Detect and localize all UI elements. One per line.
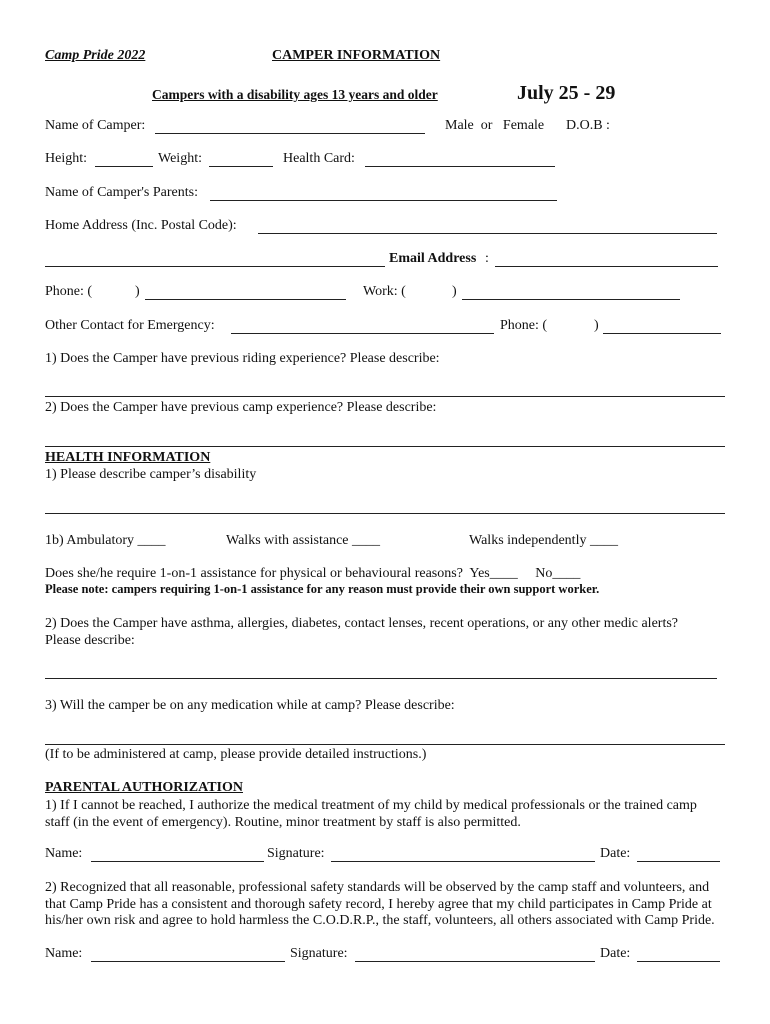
health-information-heading: HEALTH INFORMATION [45, 450, 211, 465]
camp-experience-answer-line[interactable] [45, 446, 725, 447]
riding-experience-answer-line[interactable] [45, 396, 725, 397]
other-area-code-field[interactable] [553, 319, 593, 333]
height-label: Height: [45, 151, 87, 166]
other-contact-field[interactable] [231, 319, 494, 334]
walks-independently-option[interactable]: Walks independently ____ [469, 533, 618, 548]
camp-dates: July 25 - 29 [517, 82, 616, 104]
camper-name-label: Name of Camper: [45, 118, 146, 133]
auth2-date-label: Date: [600, 946, 631, 961]
phone-paren-close: ) [135, 284, 140, 299]
medication-instructions-note: (If to be administered at camp, please provide detailed instructions.) [45, 747, 427, 762]
medical-alerts-question: 2) Does the Camper have asthma, allergies, diabetes, contact lenses, recent operations, or any other medic alerts? Please describe: [45, 616, 679, 648]
address-line-2-field[interactable] [45, 252, 385, 267]
health-card-field[interactable] [365, 152, 555, 167]
height-field[interactable] [95, 152, 153, 167]
weight-field[interactable] [209, 152, 273, 167]
work-paren-close: ) [452, 284, 457, 299]
dob-label: D.O.B : [566, 118, 610, 133]
riding-experience-question: 1) Does the Camper have previous riding experience? Please describe: [45, 351, 440, 366]
support-worker-note: Please note: campers requiring 1-on-1 assistance for any reason must provide their own support worker. [45, 582, 600, 596]
ambulatory-option[interactable]: 1b) Ambulatory ____ [45, 533, 166, 548]
work-area-code-field[interactable] [412, 285, 450, 299]
dob-field[interactable] [616, 119, 716, 133]
auth2-date-field[interactable] [637, 947, 720, 962]
auth1-name-label: Name: [45, 846, 83, 861]
address-label: Home Address (Inc. Postal Code): [45, 218, 237, 233]
phone-label: Phone: ( [45, 284, 93, 299]
disability-question: 1) Please describe camper’s disability [45, 467, 257, 482]
walks-with-assistance-option[interactable]: Walks with assistance ____ [226, 533, 381, 548]
work-phone-label: Work: ( [363, 284, 406, 299]
program-name: Camp Pride 2022 [45, 48, 146, 63]
camp-experience-question: 2) Does the Camper have previous camp experience? Please describe: [45, 400, 437, 415]
parents-label: Name of Camper's Parents: [45, 185, 198, 200]
medication-answer-line[interactable] [45, 744, 725, 745]
health-card-label: Health Card: [283, 151, 355, 166]
medical-alerts-answer-line[interactable] [45, 678, 717, 679]
phone-field[interactable] [145, 285, 346, 300]
parents-field[interactable] [210, 186, 557, 201]
email-field[interactable] [495, 252, 718, 267]
other-contact-label: Other Contact for Emergency: [45, 318, 215, 333]
auth2-signature-label: Signature: [290, 946, 348, 961]
auth1-date-field[interactable] [637, 847, 720, 862]
medication-question: 3) Will the camper be on any medication while at camp? Please describe: [45, 698, 455, 713]
phone-area-code-field[interactable] [102, 285, 134, 299]
form-subtitle: Campers with a disability ages 13 years and older [152, 87, 438, 102]
one-on-one-question[interactable]: Does she/he require 1-on-1 assistance for physical or behavioural reasons? Yes____ No____ [45, 566, 581, 581]
address-field[interactable] [258, 219, 717, 234]
medical-treatment-authorization: 1) If I cannot be reached, I authorize the medical treatment of my child by medical professionals or the trained camp staff (in the event of emergency). Routine, minor treatment by staff is also permitted. [45, 798, 697, 830]
other-phone-field[interactable] [603, 319, 721, 334]
auth1-signature-label: Signature: [267, 846, 325, 861]
gender-label[interactable]: Male or Female [445, 118, 545, 133]
email-colon: : [485, 251, 489, 266]
parental-authorization-heading: PARENTAL AUTHORIZATION [45, 780, 243, 795]
auth1-date-label: Date: [600, 846, 631, 861]
auth2-signature-field[interactable] [355, 947, 595, 962]
auth2-name-label: Name: [45, 946, 83, 961]
other-paren-close: ) [594, 318, 599, 333]
camper-name-field[interactable] [155, 119, 425, 134]
other-phone-label: Phone: ( [500, 318, 548, 333]
disability-answer-line[interactable] [45, 513, 725, 514]
auth1-signature-field[interactable] [331, 847, 595, 862]
weight-label: Weight: [158, 151, 202, 166]
email-label: Email Address [389, 251, 477, 266]
auth1-name-field[interactable] [91, 847, 264, 862]
auth2-name-field[interactable] [91, 947, 285, 962]
safety-waiver-text: 2) Recognized that all reasonable, professional safety standards will be observed by the camp staff and volunteers, and that Camp Pride has a consistent and thorough safety record, I hereby agree that my child participates in Camp Pride at his/her own risk and agree to hold harmless the C.O.D.R.P., the staff, volunteers, all others associated with Camp Pride. [45, 880, 715, 928]
work-phone-field[interactable] [462, 285, 680, 300]
form-title: CAMPER INFORMATION [272, 48, 441, 63]
